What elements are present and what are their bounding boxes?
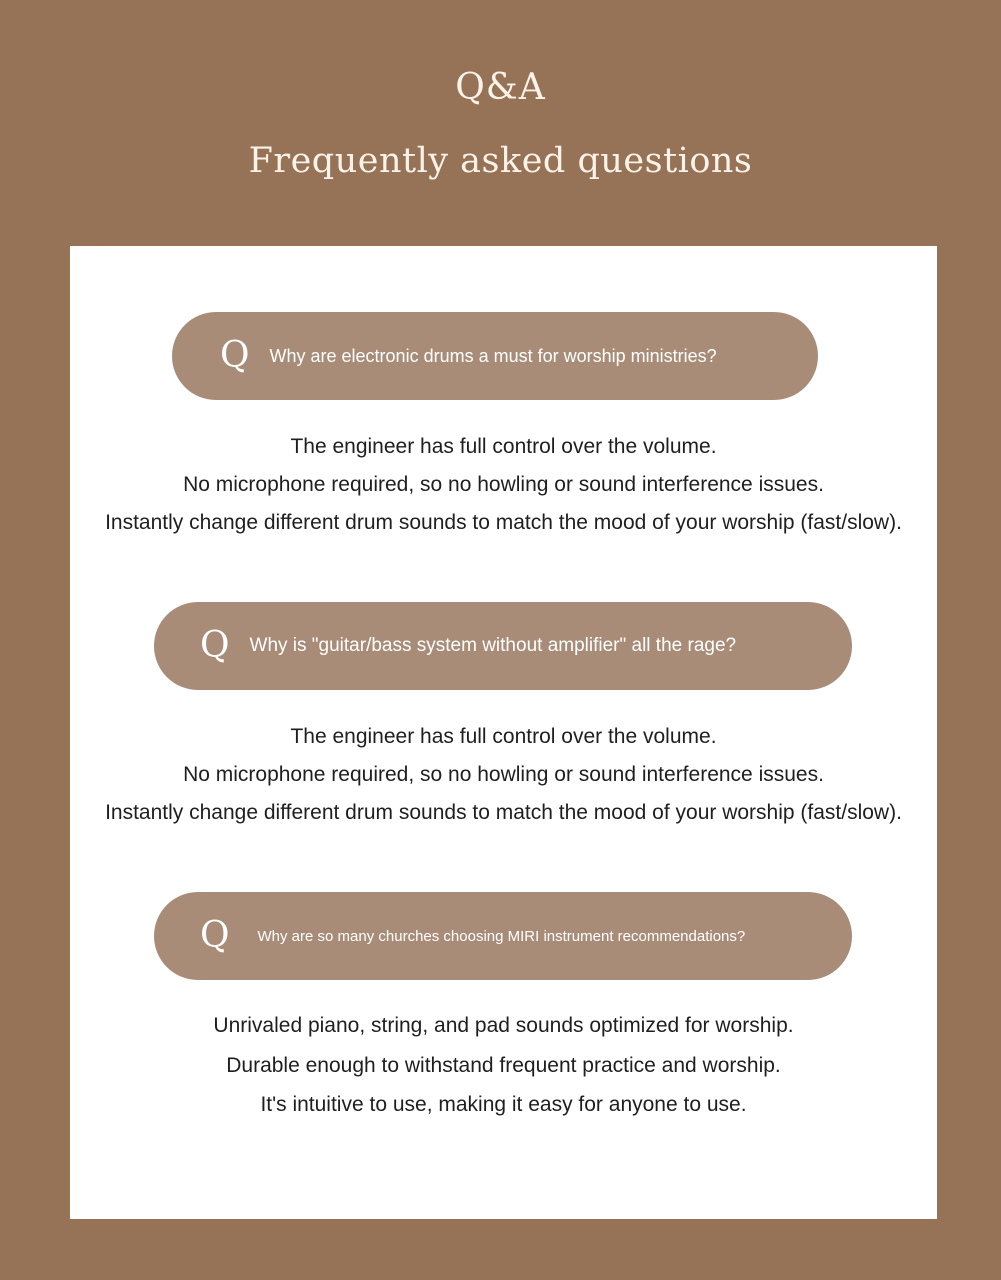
answer-line: It's intuitive to use, making it easy for anyone to use.: [260, 1093, 747, 1116]
answer: [70, 1006, 937, 1125]
answer: [70, 428, 937, 542]
answer-line: Durable enough to withstand frequent practice and worship.: [226, 1053, 781, 1077]
question-text: Why are so many churches choosing MIRI instrument recommendations?: [257, 927, 746, 945]
question-pill[interactable]: [154, 602, 852, 690]
answer-line: Instantly change different drum sounds to match the mood of your worship (fast/slow).: [105, 511, 902, 534]
section-eyebrow: Q&A: [455, 67, 546, 108]
q-marker: Q: [220, 335, 250, 376]
question-pill[interactable]: [172, 312, 818, 400]
answer-line: Unrivaled piano, string, and pad sounds optimized for worship.: [213, 1014, 794, 1037]
answer-line: Instantly change different drum sounds to match the mood of your worship (fast/slow).: [105, 801, 902, 824]
question-text: Why are electronic drums a must for worship ministries?: [269, 345, 717, 366]
answer-line: The engineer has full control over the volume.: [290, 725, 717, 748]
faq-panel: [70, 246, 937, 1219]
faq-header: [0, 0, 1001, 245]
answer-line: The engineer has full control over the volume.: [290, 435, 717, 458]
answer: [70, 718, 937, 832]
q-marker: Q: [200, 625, 230, 666]
page-title: Frequently asked questions: [248, 141, 753, 181]
q-marker: Q: [200, 915, 230, 956]
question-pill[interactable]: [154, 892, 852, 980]
answer-line: No microphone required, so no howling or sound interference issues.: [183, 763, 824, 786]
answer-line: No microphone required, so no howling or sound interference issues.: [183, 473, 824, 496]
question-text: Why is "guitar/bass system without amplifier" all the rage?: [249, 635, 737, 656]
